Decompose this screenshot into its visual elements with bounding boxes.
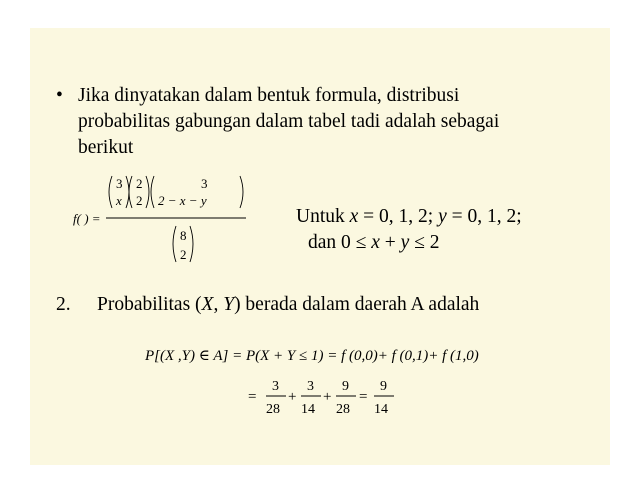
bullet-line-1: Jika dinyatakan dalam bentuk formula, distribusi xyxy=(78,85,460,106)
binom2-top: 2 xyxy=(136,176,143,191)
paren-left xyxy=(129,176,132,208)
condition-line-2: dan 0 ≤ x + y ≤ 2 xyxy=(308,232,440,253)
fraction-sum xyxy=(240,374,400,424)
binom2-bottom: 2 xyxy=(136,193,143,208)
plus-sign: + xyxy=(323,389,332,405)
event-probability-equation: P[(X ,Y) ∈ A] = P(X + Y ≤ 1) = f (0,0)+ f (0,1)+ f (1,0) xyxy=(145,348,479,364)
paren-right xyxy=(146,176,149,208)
item-2-text: Probabilitas (X, Y) berada dalam daerah A adalah xyxy=(97,294,480,315)
probability-formula xyxy=(70,168,270,272)
paren-left xyxy=(109,176,112,208)
frac4-denominator: 14 xyxy=(374,402,388,417)
formula-lhs: f( ) = xyxy=(73,211,101,226)
equals-sign: = xyxy=(248,389,257,405)
frac4-numerator: 9 xyxy=(380,379,387,394)
item-2-number: 2. xyxy=(56,294,71,315)
frac1-denominator: 28 xyxy=(266,402,280,417)
plus-sign: + xyxy=(288,389,297,405)
condition-line-1: Untuk x = 0, 1, 2; y = 0, 1, 2; xyxy=(296,206,522,227)
frac3-denominator: 28 xyxy=(336,402,350,417)
frac2-denominator: 14 xyxy=(301,402,315,417)
equals-sign: = xyxy=(359,389,368,405)
paren-right xyxy=(190,226,193,262)
paren-left xyxy=(151,176,154,208)
bullet-line-2: probabilitas gabungan dalam tabel tadi adalah sebagai xyxy=(78,111,500,132)
frac1-numerator: 3 xyxy=(272,379,279,394)
paren-right xyxy=(240,176,243,208)
paren-left xyxy=(173,226,176,262)
bullet-line-3: berikut xyxy=(78,137,134,158)
denom-bottom: 2 xyxy=(180,247,187,262)
bullet-mark: • xyxy=(56,85,63,106)
binom3-top: 3 xyxy=(201,176,208,191)
denom-top: 8 xyxy=(180,228,187,243)
frac3-numerator: 9 xyxy=(342,379,349,394)
binom3-bottom: 2 − x − y xyxy=(158,193,207,208)
frac2-numerator: 3 xyxy=(307,379,314,394)
binom1-bottom: x xyxy=(116,193,122,208)
binom1-top: 3 xyxy=(116,176,123,191)
